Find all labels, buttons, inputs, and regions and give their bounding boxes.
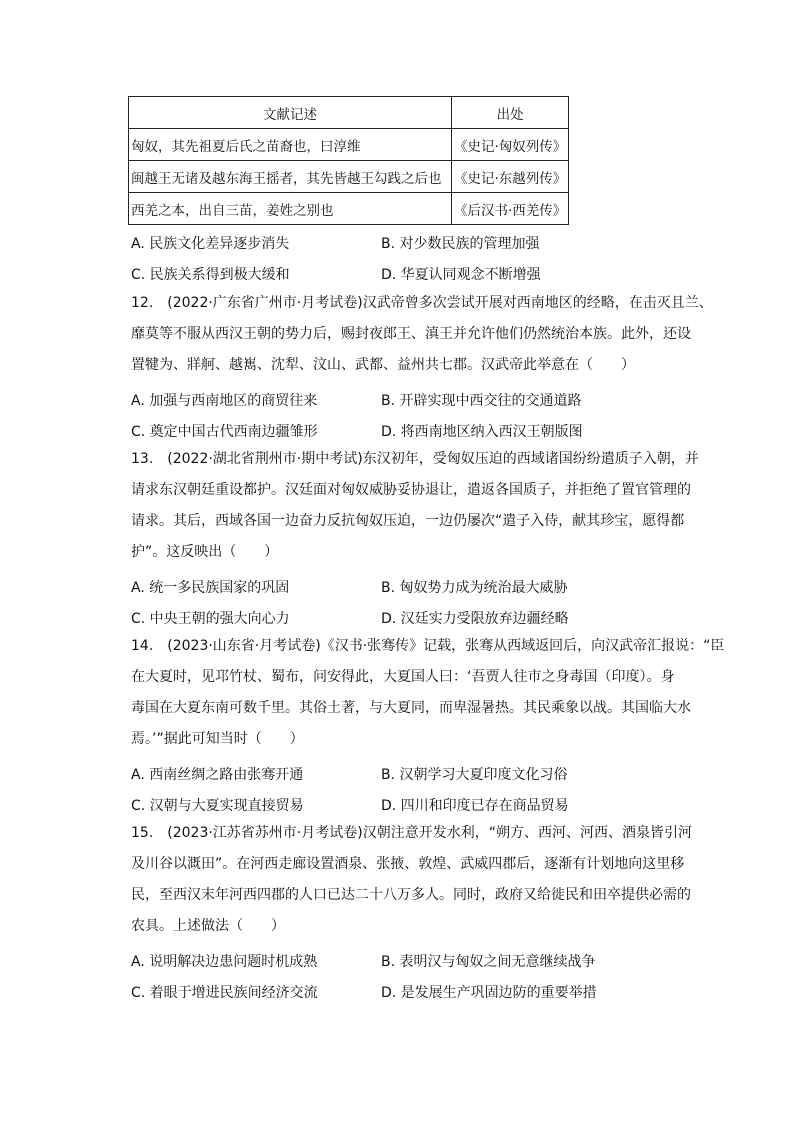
question-line: 请求东汉朝廷重设都护。汉廷面对匈奴威胁妥协退让，遣返各国质子，并拒绝了置官管理的 — [131, 482, 691, 498]
table-cell: 闽越王无诸及越东海王摇者，其先皆越王勾践之后也 — [129, 161, 452, 193]
table-cell: 《史记·匈奴列传》 — [452, 129, 569, 161]
question-line: 民，至西汉末年河西四郡的人口已达二十八万多人。同时，政府又给徙民和田卒提供必需的 — [131, 887, 691, 903]
source-table — [128, 96, 569, 225]
q12-option-a[interactable]: A. 加强与西南地区的商贸往来 — [131, 393, 318, 409]
q14-option-b[interactable]: B. 汉朝学习大夏印度文化习俗 — [381, 767, 568, 783]
question-line: 农具。上述做法（ ） — [131, 918, 285, 934]
question-15-stem — [131, 818, 691, 942]
question-line: 在大夏时，见邛竹杖、蜀布，问安得此，大夏国人曰：‘吾贾人往市之身毒国（印度）。身 — [131, 669, 675, 685]
question-line: 13. (2022·湖北省荆州市·期中考试)东汉初年，受匈奴压迫的西域诸国纷纷遣质子入朝，并 — [131, 451, 699, 467]
q13-option-b[interactable]: B. 匈奴势力成为统治最大威胁 — [381, 580, 568, 596]
table-header-row — [129, 97, 569, 129]
table-cell: 《史记·东越列传》 — [452, 161, 569, 193]
q13-option-d[interactable]: D. 汉廷实力受限放弃边疆经略 — [381, 611, 569, 627]
table-header-record: 文献记述 — [129, 97, 452, 129]
table-cell: 《后汉书·西羌传》 — [452, 193, 569, 225]
q15-option-c[interactable]: C. 着眼于增进民族间经济交流 — [131, 985, 318, 1001]
question-line: 及川谷以溉田”。在河西走廊设置酒泉、张掖、敦煌、武威四郡后，逐渐有计划地向这里移 — [131, 856, 685, 872]
table-row — [129, 193, 569, 225]
table-cell: 西羌之本，出自三苗，姜姓之别也 — [129, 193, 452, 225]
q11-option-a[interactable]: A. 民族文化差异逐步消失 — [131, 236, 290, 252]
q15-option-a[interactable]: A. 说明解决边患问题时机成熟 — [131, 954, 318, 970]
q11-option-c[interactable]: C. 民族关系得到极大缓和 — [131, 267, 290, 283]
q15-option-b[interactable]: B. 表明汉与匈奴之间无意继续战争 — [381, 954, 596, 970]
question-13-stem — [131, 444, 699, 568]
q11-option-b[interactable]: B. 对少数民族的管理加强 — [381, 236, 540, 252]
table-header-source: 出处 — [452, 97, 569, 129]
q12-option-b[interactable]: B. 开辟实现中西交往的交通道路 — [381, 393, 582, 409]
question-12-stem — [131, 288, 713, 381]
q11-option-d[interactable]: D. 华夏认同观念不断增强 — [381, 267, 541, 283]
question-line: 护”。这反映出（ ） — [131, 544, 279, 560]
question-line: 置犍为、牂舸、越嶲、沈犁、汶山、武都、益州共七郡。汉武帝此举意在（ ） — [131, 357, 635, 373]
q14-option-a[interactable]: A. 西南丝绸之路由张骞开通 — [131, 767, 304, 783]
q15-option-d[interactable]: D. 是发展生产巩固边防的重要举措 — [381, 985, 597, 1001]
q12-option-c[interactable]: C. 奠定中国古代西南边疆雏形 — [131, 424, 318, 440]
question-line: 毒国在大夏东南可数千里。其俗土著，与大夏同，而卑湿暑热。其民乘象以战。其国临大水 — [131, 700, 691, 716]
question-line: 14. (2023·山东省·月考试卷)《汉书·张骞传》记载，张骞从西域返回后，向汉武帝汇报说：“臣 — [131, 638, 725, 654]
q14-option-d[interactable]: D. 四川和印度已存在商品贸易 — [381, 798, 569, 814]
q12-option-d[interactable]: D. 将西南地区纳入西汉王朝版图 — [381, 424, 583, 440]
question-line: 焉。’”据此可知当时（ ） — [131, 731, 304, 747]
question-14-stem — [131, 631, 725, 755]
table-cell: 匈奴，其先祖夏后氏之苗裔也，曰淳维 — [129, 129, 452, 161]
q13-option-c[interactable]: C. 中央王朝的强大向心力 — [131, 611, 290, 627]
q13-option-a[interactable]: A. 统一多民族国家的巩固 — [131, 580, 290, 596]
q14-option-c[interactable]: C. 汉朝与大夏实现直接贸易 — [131, 798, 304, 814]
question-line: 请求。其后，西域各国一边奋力反抗匈奴压迫，一边仍屡次“遣子入侍，献其珍宝，愿得都 — [131, 513, 685, 529]
table-row — [129, 161, 569, 193]
question-line: 12. (2022·广东省广州市·月考试卷)汉武帝曾多次尝试开展对西南地区的经略，在击灭且兰、 — [131, 295, 713, 311]
question-line: 靡莫等不服从西汉王朝的势力后，赐封夜郎王、滇王并允许他们仍然统治本族。此外，还设 — [131, 326, 691, 342]
table-row — [129, 129, 569, 161]
question-line: 15. (2023·江苏省苏州市·月考试卷)汉朝注意开发水利，“朔方、西河、河西、酒泉皆引河 — [131, 825, 692, 841]
